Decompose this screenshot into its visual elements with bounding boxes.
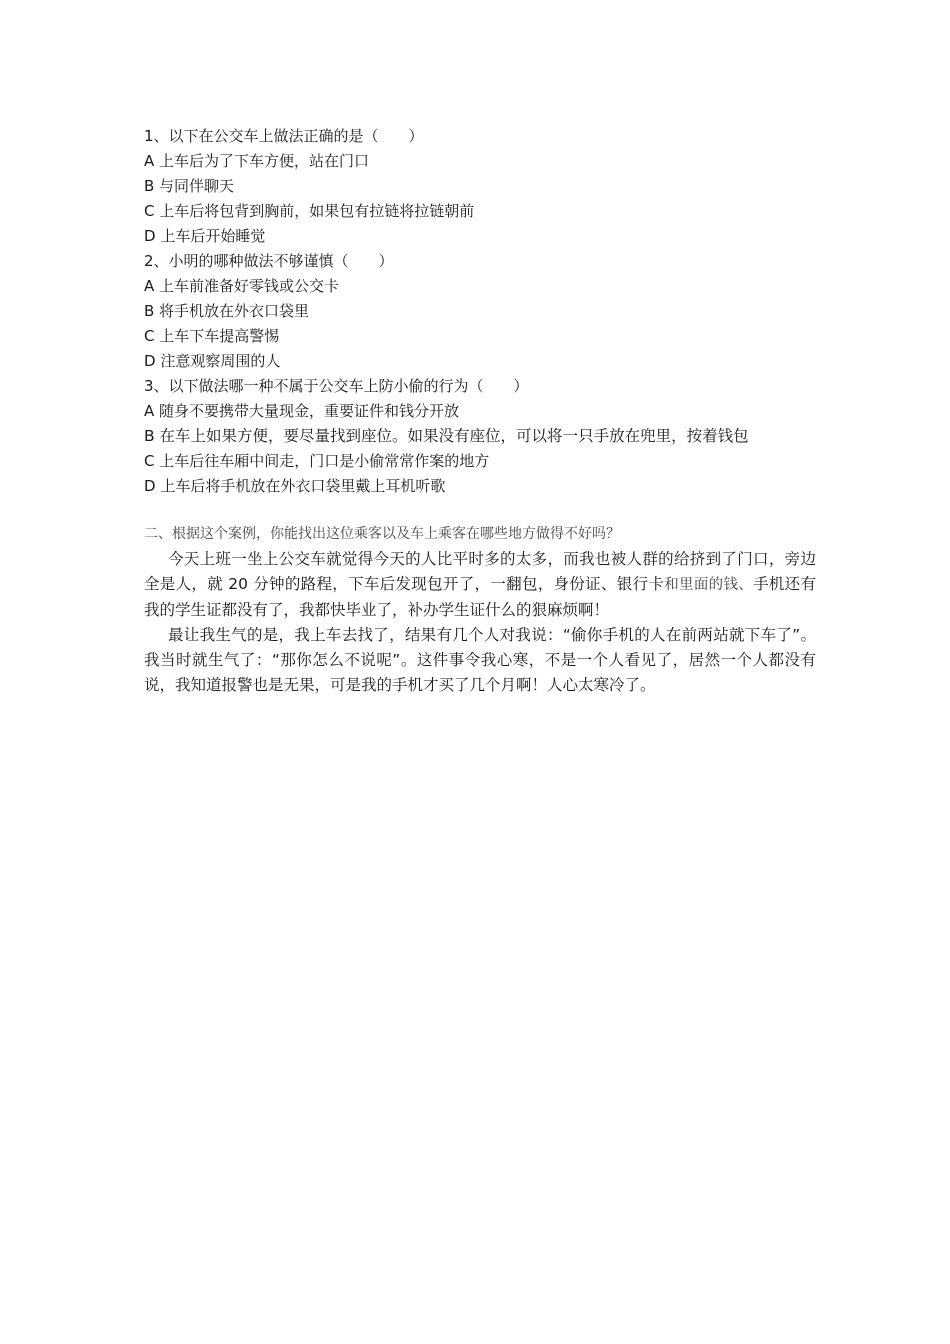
question-1-option-b: B 与同伴聊天: [144, 177, 235, 195]
question-2-option-a: A 上车前准备好零钱或公交卡: [144, 277, 340, 295]
paragraph-1-text-a: 今天上班一坐上公交车就觉得今天的人比平时多的太多，而我也被人群的给挤到了门口，旁边全是人，就 20 分钟的路程，下车后发现包开了，一翻包，身份证、银行卡: [144, 550, 816, 593]
case-study-paragraph-1: [144, 547, 816, 623]
paragraph-1-text-b: 和里面的钱、: [664, 577, 754, 593]
question-3-prompt: 3、以下做法哪一种不属于公交车上防小偷的行为（ ）: [144, 377, 529, 395]
question-2-option-b: B 将手机放在外衣口袋里: [144, 302, 310, 320]
question-2-option-d: D 注意观察周围的人: [144, 352, 281, 370]
question-1-option-c: C 上车后将包背到胸前，如果包有拉链将拉链朝前: [144, 202, 475, 220]
paragraph-1-text-c: 手机还有我的学生证都没有了，我都快毕业了，补办学生证什么的狠麻烦啊！: [144, 575, 816, 619]
question-3-option-c: C 上车后往车厢中间走，门口是小偷常常作案的地方: [144, 452, 490, 470]
question-2-option-c: C 上车下车提高警惕: [144, 327, 280, 345]
question-1-option-a: A 上车后为了下车方便，站在门口: [144, 152, 370, 170]
question-3-option-d: D 上车后将手机放在外衣口袋里戴上耳机听歌: [144, 477, 446, 495]
question-3-option-b: B 在车上如果方便，要尽量找到座位。如果没有座位，可以将一只手放在兜里，按着钱包: [144, 427, 749, 445]
case-study-section: [144, 522, 824, 698]
case-study-title: 二、根据这个案例，你能找出这位乘客以及车上乘客在哪些地方做得不好吗？: [144, 526, 620, 542]
question-1-option-d: D 上车后开始睡觉: [144, 227, 266, 245]
question-3-option-a: A 随身不要携带大量现金，重要证件和钱分开放: [144, 402, 460, 420]
case-study-paragraph-2: 最让我生气的是，我上车去找了，结果有几个人对我说：“偷你手机的人在前两站就下车了”。我当时就生气了：“那你怎么不说呢”。这件事令我心寒，不是一个人看见了，居然一个人都没有说，我知道报警也是无果，可是我的手机才买了几个月啊！人心太寒冷了。: [144, 626, 816, 694]
question-2-prompt: 2、小明的哪种做法不够谨慎（ ）: [144, 252, 394, 270]
question-1-prompt: 1、以下在公交车上做法正确的是（ ）: [144, 127, 424, 145]
quiz-section: [144, 124, 824, 499]
